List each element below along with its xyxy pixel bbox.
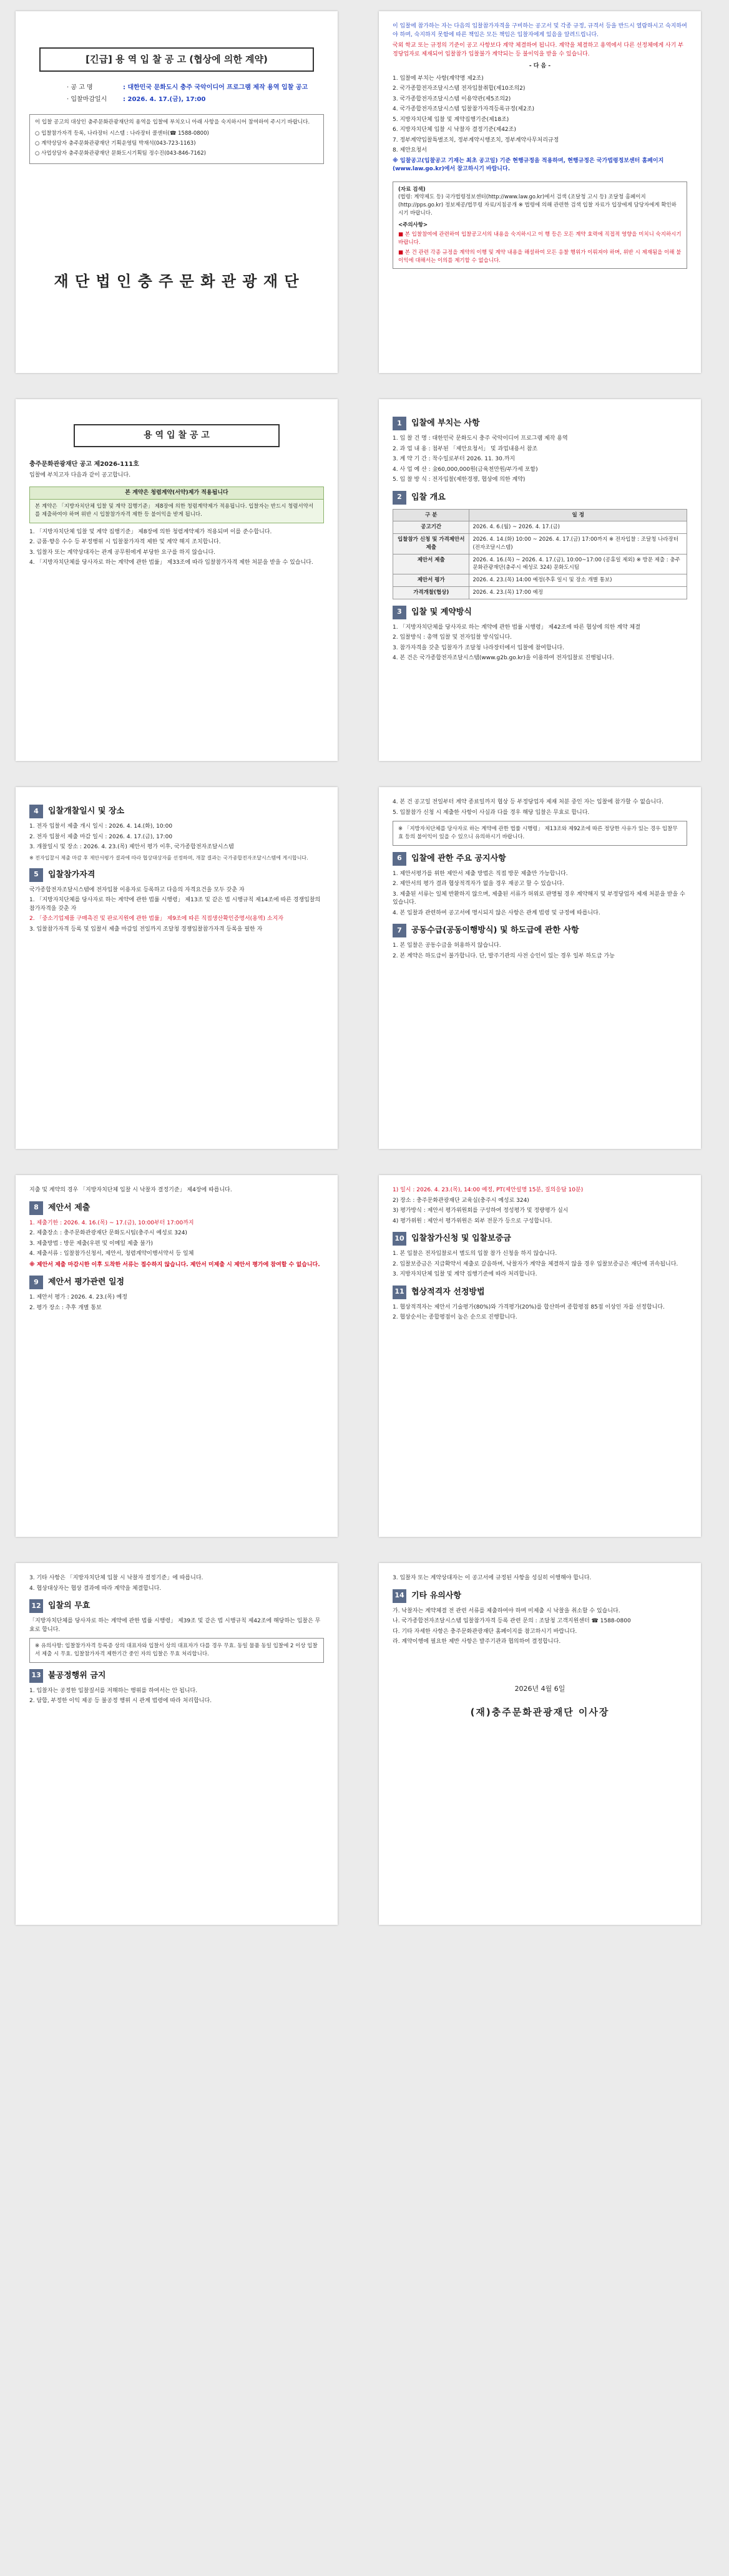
section-header: 2 입찰 개요 [393,491,687,505]
table-header: 구 분 [393,509,469,521]
cautions-title: <주의사항> [398,221,428,228]
section-line: 4. 제출서류 : 입찰참가신청서, 제안서, 청렴계약이행서약서 등 일체 [29,1251,194,1257]
integrity-item: 4. 「지방자치단체를 당사자로 하는 계약에 관한 법률」 제33조에 따라 입찰참가자격 제한 처분을 받을 수 있습니다. [29,559,313,566]
section-line: 지출 및 계약의 경우 「지방자치단체 입찰 시 낙찰자 결정기준」 제4장에 따릅니다. [29,1187,232,1193]
section-line: 3. 입찰참가자격 등록 및 입찰서 제출 마감일 전일까지 조달청 경쟁입찰참가자격 등록을 필한 자 [29,926,263,932]
section-line: 1. 협상적격자는 제안서 기술평가(80%)와 가격평가(20%)를 합산하여 종합평점 85점 이상인 자를 선정합니다. [393,1304,665,1310]
section-line: 3. 입찰자 또는 계약상대자는 이 공고서에 규정된 사항을 성실히 이행해야 합니다. [393,1575,592,1581]
section-line: 3. 제출방법 : 방문 제출(우편 및 이메일 제출 불가) [29,1240,154,1247]
section-line: 2. 평가 장소 : 추후 개별 통보 [29,1304,102,1311]
section-line: 2. 입찰보증금은 지급확약서 제출로 갈음하며, 낙찰자가 계약을 체결하지 않을 경우 입찰보증금은 재단에 귀속됩니다. [393,1261,678,1267]
section-header: 8 제안서 제출 [29,1201,324,1215]
contents-item: 7. 정부계약입찰특별조치, 정부계약시행조치, 정부계약사무처리규정 [393,137,559,143]
section-line: 1. 제안서평가를 위한 제안서 제출 방법은 직접 방문 제출만 가능합니다. [393,870,568,877]
page-8 [379,1175,701,1537]
section-header: 9 제안서 평가관련 일정 [29,1276,324,1289]
intro-text: 이 입찰에 참가하는 자는 다음의 입찰참가자격을 구비하는 공고서 및 각종 규정, 규격서 등을 반드시 열람하시고 숙지하여야 하며, 숙지하지 못함에 따른 책임은 모든 책임은 입찰자에게 있음을 알려드립니다. [393,23,687,38]
table-row: 제안서 제출 2026. 4. 16.(목) ~ 2026. 4. 17.(금), 10:00~17:00 (공휴일 제외) ※ 방문 제출 : 충주문화관광재단(충주시 예성로 324) 문화도시팀 [393,554,687,574]
section-header: 4 입찰개찰일시 및 장소 [29,805,324,818]
integrity-item: 2. 금품·향응 수수 등 부정행위 시 입찰참가자격 제한 및 계약 해지 조치합니다. [29,539,221,545]
section-line: 3. 지방자치단체 입찰 및 계약 집행기준에 따라 처리합니다. [393,1271,537,1277]
subject-label: · 공 고 명 [67,84,93,91]
page-5 [16,787,338,1149]
section-line: 나. 국가종합전자조달시스템 입찰참가자격 등록 관련 문의 : 조달청 고객지원센터 ☎ 1588-0800 [393,1618,631,1624]
table-row: 입찰참가 신청 및 가격제안서 제출 2026. 4. 14.(화) 10:00 ~ 2026. 4. 17.(금) 17:00까지 ※ 전자입찰 : 조달청 나라장터(전자조달시스템) [393,534,687,554]
section-line: 3. 기타 사항은 「지방자치단체 입찰 시 낙찰자 결정기준」에 따릅니다. [29,1575,203,1581]
section-line: 1. 제출기한 : 2026. 4. 16.(목) ~ 17.(금), 10:00부터 17:00까지 [29,1219,194,1226]
page-1 [16,11,338,373]
caution-line: ■ 본 입찰참여에 관련하여 입찰공고서의 내용을 숙지하시고 이 행 등은 모든 계약 효력에 직접적 영향을 미치니 숙지하시기 바랍니다. [398,231,682,246]
page-3 [16,399,338,761]
section-line: 4. 본 건 공고일 전일부터 계약 종료일까지 협상 등 부정당업자 제재 처분 중인 자는 입찰에 참가할 수 없습니다. [393,799,663,805]
contents-item: 8. 제안요청서 [393,147,427,153]
contents-item: 1. 입찰에 부치는 사항(계약명 제2조) [393,75,484,82]
section-line: 3) 평가방식 : 제안서 평가위원회를 구성하여 정성평가 및 정량평가 실시 [393,1208,569,1214]
intro-box [29,114,324,164]
section-line: 2. 제안서의 평가 결과 협상적격자가 없을 경우 재공고 할 수 있습니다. [393,881,564,887]
section-line: 1. 전자 입찰서 제출 개시 일시 : 2026. 4. 14.(화), 10:00 [29,823,173,830]
subject-value: : 대한민국 문화도시 충주 국악이디어 프로그램 제작 용역 입찰 공고 [123,84,308,91]
section-line: 1. 입 찰 건 명 : 대한민국 문화도시 충주 국악이디어 프로그램 제작 용역 [393,435,568,442]
section-line: 2. 과 업 내 용 : 첨부된 「제안요청서」 및 과업내용서 참조 [393,445,538,452]
org-name: 재 단 법 인 충 주 문 화 관 광 재 단 [54,272,300,290]
page-title: 용 역 입 찰 공 고 [74,424,280,447]
section-line: 4. 본 입찰과 관련하여 공고서에 명시되지 않은 사항은 관계 법령 및 규정에 따릅니다. [393,909,600,916]
section-line: 3. 참가자격을 갖춘 입찰자가 조달청 나라장터에서 입찰에 참여합니다. [393,644,564,651]
table-row: 공고기간 2026. 4. 6.(월) ~ 2026. 4. 17.(금) [393,521,687,534]
section-line: 3. 제출된 서류는 일체 반환하지 않으며, 제출된 서류가 허위로 판명될 경우 계약해지 및 부정당업자 제재 처분을 받을 수 있습니다. [393,891,685,906]
section-header: 1 입찰에 부치는 사항 [393,417,687,430]
section-warning: ※ 제안서 제출 마감시한 이후 도착한 서류는 접수하지 않습니다. 제안서 미제출 시 제안서 평가에 참여할 수 없습니다. [29,1261,320,1268]
page-4 [379,399,701,761]
note-box: ※ 「지방자치단체를 당사자로 하는 계약에 관한 법률 시행령」 제13조와 제92조에 따른 정당한 사유가 있는 경우 입찰무효 등의 불이익이 있을 수 있으니 유의하시기 바랍니다. [393,821,687,846]
integrity-item: 3. 입찰자 또는 계약상대자는 관계 공무원에게 부당한 요구를 하지 않습니다. [29,549,216,556]
page-10 [379,1563,701,1925]
section-line: 4. 사 업 예 산 : 金60,000,000원(금육천만원/부가세 포함) [393,466,538,473]
note-box: ※ 유의사항: 입찰참가자격 등록증 상의 대표자와 입찰서 상의 대표자가 다를 경우 무효. 동일 물품 동일 입찰에 2 이상 입찰서 제출 시 무효. 입찰참가자격 제한기간 중인 자의 입찰은 무효 처리합니다. [29,1638,324,1663]
integrity-body: 본 계약은 「지방자치단체 입찰 및 계약 집행기준」 제8장에 의한 청렴계약제가 적용됩니다. 입찰자는 반드시 청렴서약서를 제출하여야 하며 위반 시 입찰참가자격 제한 등 불이익을 받게 됩니다. [35,503,314,518]
section-header: 10 입찰참가신청 및 입찰보증금 [393,1232,687,1246]
notice-red: 국외 학교 또는 규정의 기준이 공고 사항보다 계약 체결하여 됩니다. 계약을 체결하고 용역에서 다른 선정체에게 사기 부정당업자로 제재되어 입찰참가 입찰불가 계약되는 등 불이익을 받을 수 있습니다. [393,42,683,57]
section-line: 4. 본 건은 국가종합전자조달시스템(www.g2b.go.kr)을 이용하여 전자입찰로 진행됩니다. [393,655,614,661]
reference-box [393,182,687,269]
section-header: 7 공동수급(공동이행방식) 및 하도급에 관한 사항 [393,924,687,937]
section-line: 2. 제출장소 : 충주문화관광재단 문화도시팀(충주시 예성로 324) [29,1230,187,1236]
integrity-box [29,487,324,523]
contents-item: 2. 국가종합전자조달시스템 전자입찰취합(제10조의2) [393,85,526,92]
section-line: 1) 일시 : 2026. 4. 23.(목), 14:00 예정, PT(제안설명 15분, 질의응답 10분) [393,1187,584,1193]
table-header: 일 정 [469,509,687,521]
signer: (재)충주문화관광재단 이사장 [470,1707,610,1718]
section-header: 5 입찰참가자격 [29,868,324,882]
page-7 [16,1175,338,1537]
doc-number: 충주문화관광재단 공고 제2026-111호 [29,461,139,468]
intro-text: 이 입찰 공고의 대상인 충주문화관광재단의 용역을 입찰에 부치오니 아래 사항을 숙지하시어 참여하여 주시기 바랍니다. [35,119,310,125]
section-line: 5. 입찰참가 신청 시 제출한 사항이 사실과 다를 경우 해당 입찰은 무효로 합니다. [393,809,590,816]
table-row: 가격개찰(협상) 2026. 4. 23.(목) 17:00 예정 [393,586,687,599]
contents-item: 5. 지방자치단체 입찰 및 계약집행기준(제18조) [393,116,509,123]
notice-title: [긴급] 용 역 입 찰 공 고 (협상에 의한 계약) [39,47,314,72]
contact-line: ○ 사업상담자 충주문화관광재단 문화도시기획팀 정수진(043-846-7162) [35,150,206,157]
section-header: 6 입찰에 관한 주요 공지사항 [393,852,687,866]
section-note: ※ 전자입찰서 제출 마감 후 제안서평가 결과에 따라 협상대상자를 선정하며, 개찰 결과는 국가종합전자조달시스템에 게시합니다. [29,855,308,861]
schedule-table [393,509,687,599]
contents-item: 4. 국가종합전자조달시스템 입찰참가자격등록규정(제2조) [393,106,535,112]
caution-line: ■ 본 건 관련 각종 규정을 계약의 이행 및 계약 내용을 해설하여 모든 응찰 행위가 이뤄져야 하며, 위반 시 제재됨을 이해 불이익에 대해서는 이의를 제기할 수 없습니다. [398,249,682,264]
contents-item: 3. 국가종합전자조달시스템 이용약관(제5조의2) [393,95,511,102]
section-header: 3 입찰 및 계약방식 [393,606,687,619]
deadline-value: : 2026. 4. 17.(금), 17:00 [123,95,206,103]
section-line: 3. 개찰일시 및 장소 : 2026. 4. 23.(목) 제안서 평가 이후, 국가종합전자조달시스템 [29,844,234,850]
contact-line: ○ 계약상담자 충주문화관광재단 기획운영팀 박재석(043-723-1163) [35,140,196,147]
section-header: 12 입찰의 무효 [29,1599,324,1613]
section-header: 14 기타 유의사항 [393,1589,687,1603]
section-line: 2. 「중소기업제품 구매촉진 및 판로지원에 관한 법률」 제9조에 따른 직접생산확인증명서(용역) 소지자 [29,916,284,922]
contents-item: 6. 지방자치단체 입찰 시 낙찰자 결정기준(제42조) [393,127,516,133]
section-line: 라. 계약이행에 필요한 제반 사항은 발주기관과 협의하여 결정합니다. [393,1639,561,1645]
section-line: 가. 낙찰자는 계약체결 전 관련 서류를 제출하여야 하며 미제출 시 낙찰을 취소할 수 있습니다. [393,1607,620,1614]
section-line: 4) 평가위원 : 제안서 평가위원은 외부 전문가 등으로 구성합니다. [393,1218,552,1224]
section-line: 1. 「지방자치단체를 당사자로 하는 계약에 관한 법률 시행령」 제13조 및 같은 법 시행규칙 제14조에 따른 경쟁입찰의 참가자격을 갖춘 자 [29,897,321,912]
section-header: 13 불공정행위 금지 [29,1669,324,1683]
section-line: 3. 계 약 기 간 : 착수일로부터 2026. 11. 30.까지 [393,456,516,462]
contents-note: ※ 입찰공고(입찰공고 기재는 최초 공고일) 기준 현행규정을 적용하며, 현행규정은 국가법령정보센터 홈페이지(www.law.go.kr)에서 참고하시기 바랍니다. [393,157,664,172]
integrity-title: 본 계약은 청렴계약(서약)제가 적용됩니다 [30,487,323,500]
section-line: 1. 본 입찰은 공동수급을 허용하지 않습니다. [393,942,501,949]
section-line: 다. 기타 자세한 사항은 충주문화관광재단 홈페이지를 참고하시기 바랍니다. [393,1628,577,1635]
page-2 [379,11,701,373]
contact-line: ○ 입찰참가자격 등록, 나라장터 시스템 : 나라장터 콜센터(☎ 1588-0800) [35,130,209,137]
section-line: 2. 전자 입찰서 제출 마감 일시 : 2026. 4. 17.(금), 17:00 [29,833,173,840]
contents-title: - 다 음 - [529,63,551,69]
page-9 [16,1563,338,1925]
section-line: 2. 본 계약은 하도급이 불가합니다. 단, 발주기관의 사전 승인이 있는 경우 일부 하도급 가능 [393,952,615,959]
section-line: 「지방자치단체를 당사자로 하는 계약에 관한 법률 시행령」 제39조 및 같은 법 시행규칙 제42조에 해당하는 입찰은 무효로 합니다. [29,1618,321,1633]
section-line: 1. 본 입찰은 전자입찰로서 별도의 입찰 참가 신청을 하지 않습니다. [393,1251,557,1257]
section-line: 1. 제안서 평가 : 2026. 4. 23.(목) 예정 [29,1294,127,1300]
section-line: 4. 협상대상자는 협상 결과에 따라 계약을 체결합니다. [29,1585,162,1592]
reference-body: (법령: 계약제도 등) 국가법령정보센터(http://www.law.go.kr)에서 검색 (조달청 고시 등) 조달청 홈페이지(http://pps.go.kr) 정보제공/법무령 자료/지침공개 ※ 법령에 의해 관련한 검색 입찰 자료가 입장에게 담당자에게 확인하시기 바랍니다. [398,194,677,216]
deadline-label: · 입찰마감일시 [67,95,107,103]
page-6 [379,787,701,1149]
reference-title: (자료 검색) [398,186,426,193]
section-line: 1. 입찰자는 공정한 입찰질서를 저해하는 행위를 하여서는 안 됩니다. [29,1687,198,1694]
section-line: 5. 입 찰 방 식 : 전자입찰(제한경쟁, 협상에 의한 계약) [393,477,526,483]
section-line: 1. 「지방자치단체를 당사자로 하는 계약에 관한 법률 시행령」 제42조에 따른 협상에 의한 계약 체결 [393,624,640,631]
section-line: 2) 장소 : 충주문화관광재단 교육실(충주시 예성로 324) [393,1197,529,1204]
lead-text: 입찰에 부치고자 다음과 같이 공고합니다. [29,472,131,478]
section-header: 11 협상적격자 선정방법 [393,1286,687,1299]
table-row: 제안서 평가 2026. 4. 23.(목) 14:00 예정(추후 일시 및 장소 개별 통보) [393,574,687,587]
notice-date: 2026년 4월 6일 [514,1684,565,1693]
section-line: 2. 담합, 부정한 이익 제공 등 불공정 행위 시 관계 법령에 따라 처리합니다. [29,1698,212,1704]
section-line: 2. 협상순서는 종합평점이 높은 순으로 진행합니다. [393,1314,517,1320]
integrity-item: 1. 「지방자치단체 입찰 및 계약 집행기준」 제8장에 의한 청렴계약제가 적용되며 이를 준수합니다. [29,528,272,535]
section-line: 국가종합전자조달시스템에 전자입찰 이용자로 등록하고 다음의 자격요건을 모두 갖춘 자 [29,886,245,893]
section-line: 2. 입찰방식 : 총액 입찰 및 전자입찰 방식입니다. [393,634,512,641]
